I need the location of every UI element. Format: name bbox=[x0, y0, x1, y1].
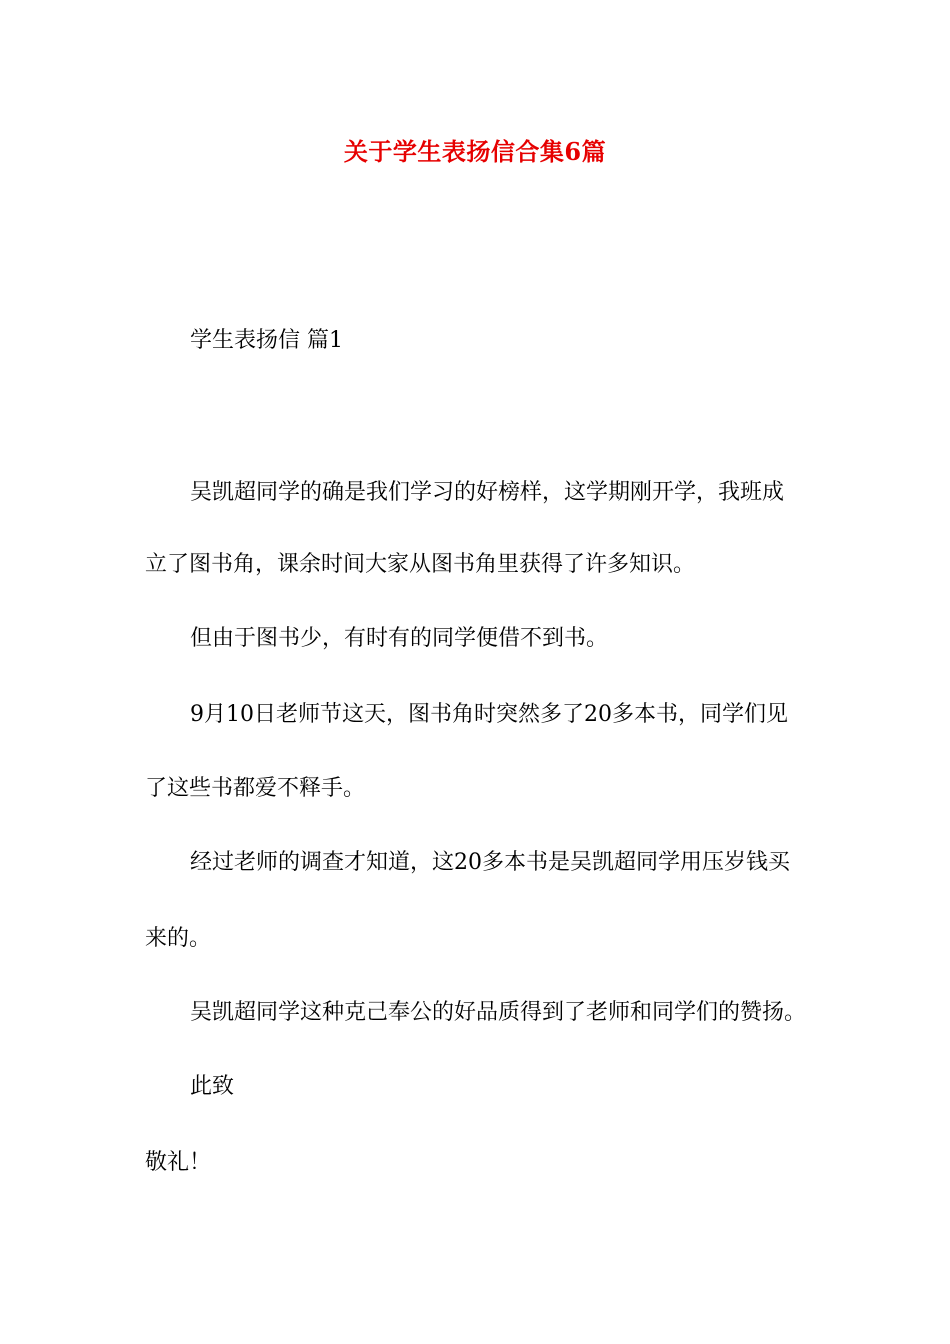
paragraph-line: 9月10日老师节这天，图书角时突然多了20多本书，同学们见 bbox=[190, 702, 788, 727]
paragraph-line: 了这些书都爱不释手。 bbox=[145, 776, 366, 801]
closing-salutation: 此致 bbox=[190, 1074, 235, 1099]
paragraph-line: 吴凯超同学的确是我们学习的好榜样，这学期刚开学，我班成 bbox=[190, 480, 785, 505]
closing-regards: 敬礼！ bbox=[145, 1150, 212, 1175]
paragraph-line: 但由于图书少，有时有的同学便借不到书。 bbox=[190, 626, 609, 651]
document-title: 关于学生表扬信合集6篇 bbox=[343, 137, 607, 166]
paragraph-line: 立了图书角，课余时间大家从图书角里获得了许多知识。 bbox=[145, 552, 696, 577]
paragraph-line: 吴凯超同学这种克己奉公的好品质得到了老师和同学们的赞扬。 bbox=[190, 1000, 807, 1025]
section-heading: 学生表扬信 篇1 bbox=[190, 328, 343, 353]
paragraph-line: 来的。 bbox=[145, 926, 212, 951]
paragraph-line: 经过老师的调查才知道，这20多本书是吴凯超同学用压岁钱买 bbox=[190, 850, 790, 875]
